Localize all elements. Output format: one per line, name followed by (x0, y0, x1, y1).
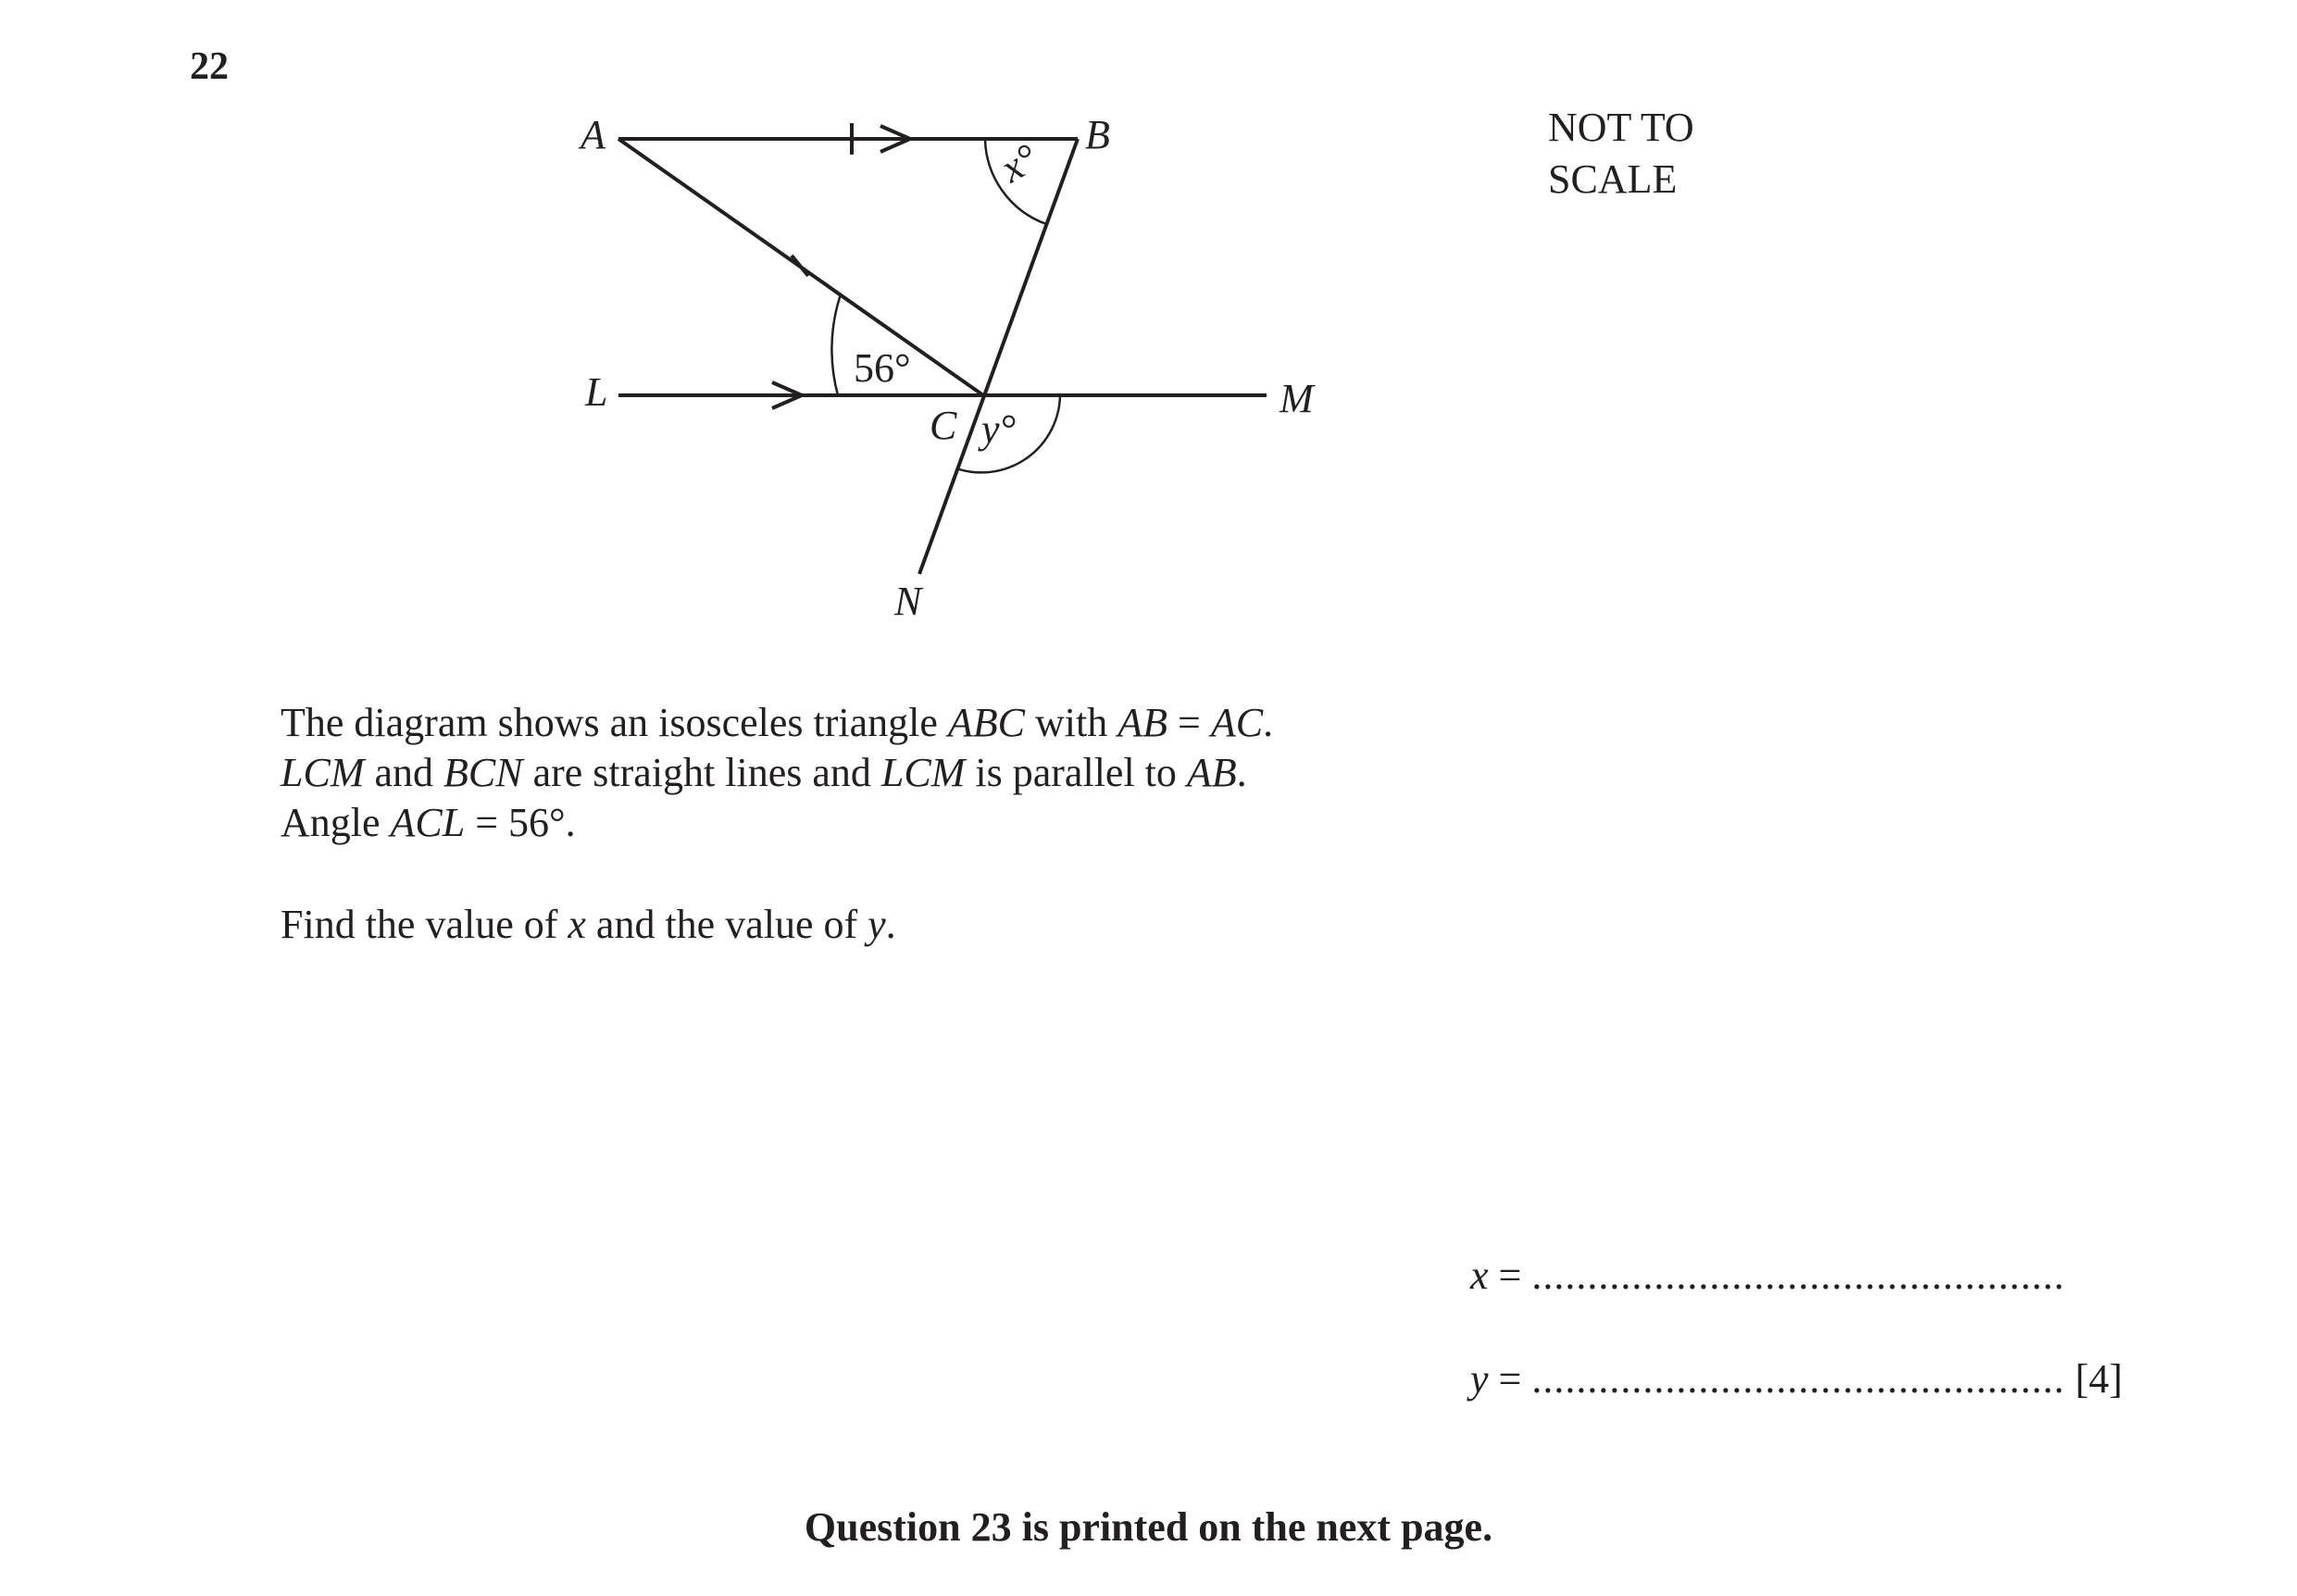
angle-label-56: 56° (854, 345, 911, 391)
answer-y-label: y (1470, 1356, 1489, 1402)
question-text-line-2: LCM and BCN are straight lines and LCM is parallel to AB. (281, 750, 1247, 795)
marks-label (2065, 1356, 2075, 1402)
angle-arc-56 (831, 294, 841, 395)
question-text-line-1: The diagram shows an isosceles triangle ABC with AB = AC. (281, 700, 1274, 745)
point-label-c: C (930, 403, 957, 448)
answer-x-dots[interactable]: ................................................ (1531, 1253, 2066, 1298)
line-bcn (919, 139, 1078, 574)
answer-line-x[interactable]: x = ................................................ (1470, 1253, 2066, 1298)
not-to-scale-line-1: NOT TO (1548, 105, 1694, 150)
question-number: 22 (190, 45, 229, 88)
tick-mark-ac (792, 256, 808, 276)
point-label-a: A (580, 112, 605, 157)
marks-value: [4] (2075, 1356, 2123, 1402)
point-label-b: B (1085, 112, 1110, 157)
point-label-l: L (585, 369, 608, 415)
next-page-note: Question 23 is printed on the next page. (804, 1504, 1493, 1550)
point-label-n: N (894, 579, 922, 624)
answer-y-dots[interactable]: ................................................ (1531, 1356, 2066, 1402)
angle-label-x: x° (992, 134, 1046, 192)
answer-x-label: x (1470, 1253, 1489, 1298)
not-to-scale-line-2: SCALE (1548, 156, 1678, 202)
question-instruction: Find the value of x and the value of y. (281, 902, 896, 947)
answer-line-y[interactable]: y = ................................................ [4] (1470, 1356, 2123, 1402)
not-to-scale-note (1548, 102, 1694, 206)
question-text-line-3: Angle ACL = 56°. (281, 800, 576, 845)
point-label-m: M (1280, 376, 1314, 421)
angle-label-y: y° (981, 406, 1017, 452)
